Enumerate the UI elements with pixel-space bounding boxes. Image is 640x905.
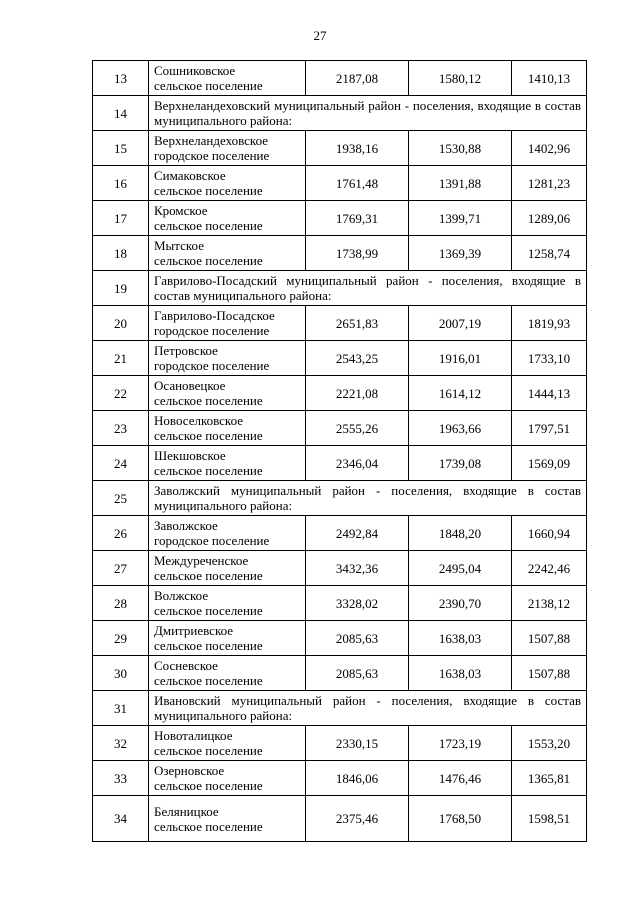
value-3: 1660,94: [512, 516, 587, 551]
settlement-type-line2: сельское поселение: [154, 673, 263, 688]
value-2: 1399,71: [409, 201, 512, 236]
row-number: 23: [93, 411, 149, 446]
value-3: 2242,46: [512, 551, 587, 586]
row-number: 26: [93, 516, 149, 551]
value-2: 2495,04: [409, 551, 512, 586]
value-1: 2187,08: [306, 61, 409, 96]
table-row: [93, 236, 587, 271]
value-3: 1365,81: [512, 761, 587, 796]
district-title: Заволжский муниципальный район - поселения, входящие в состав муниципального района:: [149, 481, 587, 516]
value-1: 2085,63: [306, 621, 409, 656]
settlement-name-line1: Осановецкое: [154, 378, 226, 393]
settlement-name: [149, 796, 306, 842]
row-number: 19: [93, 271, 149, 306]
table-row: [93, 411, 587, 446]
value-3: 1598,51: [512, 796, 587, 842]
settlement-name-line1: Мытское: [154, 238, 204, 253]
settlement-type-line2: сельское поселение: [154, 253, 263, 268]
page-number: 27: [313, 28, 327, 43]
settlement-name-line1: Заволжское: [154, 518, 218, 533]
value-2: 2007,19: [409, 306, 512, 341]
value-1: 2375,46: [306, 796, 409, 842]
value-1: 3432,36: [306, 551, 409, 586]
row-number: 17: [93, 201, 149, 236]
row-number: 31: [93, 691, 149, 726]
table-row: [93, 341, 587, 376]
settlement-name: [149, 131, 306, 166]
value-3: 1507,88: [512, 656, 587, 691]
value-3: 1733,10: [512, 341, 587, 376]
value-3: 1797,51: [512, 411, 587, 446]
value-1: 2543,25: [306, 341, 409, 376]
district-title: Гаврилово-Посадский муниципальный район - поселения, входящие в состав муниципального района:: [149, 271, 587, 306]
settlement-name: [149, 446, 306, 481]
settlement-name-line1: Волжское: [154, 588, 209, 603]
settlement-name-line1: Сошниковское: [154, 63, 236, 78]
settlement-type-line2: сельское поселение: [154, 183, 263, 198]
table-row: [93, 656, 587, 691]
value-2: 1848,20: [409, 516, 512, 551]
district-title: Верхнеландеховский муниципальный район - поселения, входящие в состав муниципального района:: [149, 96, 587, 131]
row-number: 30: [93, 656, 149, 691]
table-row: [93, 761, 587, 796]
table-body: [93, 61, 587, 842]
value-3: 1258,74: [512, 236, 587, 271]
row-number: 34: [93, 796, 149, 842]
district-title: Ивановский муниципальный район - поселения, входящие в состав муниципального района:: [149, 691, 587, 726]
district-header-row: [93, 691, 587, 726]
value-3: 1507,88: [512, 621, 587, 656]
settlement-type-line2: сельское поселение: [154, 818, 263, 834]
settlement-type-line2: сельское поселение: [154, 603, 263, 618]
value-3: 1402,96: [512, 131, 587, 166]
settlement-type-line2: сельское поселение: [154, 428, 263, 443]
settlement-name: [149, 341, 306, 376]
row-number: 29: [93, 621, 149, 656]
value-2: 1530,88: [409, 131, 512, 166]
row-number: 27: [93, 551, 149, 586]
settlement-name-line1: Петровское: [154, 343, 218, 358]
settlement-name-line1: Кромское: [154, 203, 208, 218]
value-3: 1289,06: [512, 201, 587, 236]
value-2: 1768,50: [409, 796, 512, 842]
value-1: 2330,15: [306, 726, 409, 761]
value-2: 1723,19: [409, 726, 512, 761]
row-number: 22: [93, 376, 149, 411]
row-number: 14: [93, 96, 149, 131]
table-row: [93, 621, 587, 656]
settlement-type-line2: городское поселение: [154, 533, 270, 548]
settlement-name-line1: Сосневское: [154, 658, 218, 673]
settlement-type-line2: городское поселение: [154, 323, 270, 338]
settlements-table: [92, 60, 587, 842]
value-3: 1410,13: [512, 61, 587, 96]
value-1: 2651,83: [306, 306, 409, 341]
value-2: 2390,70: [409, 586, 512, 621]
value-2: 1580,12: [409, 61, 512, 96]
settlement-type-line2: сельское поселение: [154, 638, 263, 653]
value-1: 1761,48: [306, 166, 409, 201]
table-row: [93, 516, 587, 551]
table-row: [93, 376, 587, 411]
settlement-name-line1: Озерновское: [154, 763, 225, 778]
settlement-type-line2: сельское поселение: [154, 78, 263, 93]
table-row: [93, 446, 587, 481]
value-1: 2346,04: [306, 446, 409, 481]
table-row: [93, 306, 587, 341]
table-row: [93, 586, 587, 621]
value-2: 1369,39: [409, 236, 512, 271]
settlement-name: [149, 166, 306, 201]
table-row: [93, 796, 587, 842]
value-2: 1476,46: [409, 761, 512, 796]
settlement-name-line1: Гаврилово-Посадское: [154, 308, 275, 323]
settlement-type-line2: городское поселение: [154, 148, 270, 163]
value-2: 1963,66: [409, 411, 512, 446]
settlement-name-line1: Беляницкое: [154, 803, 219, 819]
settlement-name: [149, 656, 306, 691]
value-2: 1391,88: [409, 166, 512, 201]
value-2: 1614,12: [409, 376, 512, 411]
value-3: 2138,12: [512, 586, 587, 621]
district-header-row: [93, 481, 587, 516]
value-1: 2492,84: [306, 516, 409, 551]
row-number: 33: [93, 761, 149, 796]
settlement-name-line1: Шекшовское: [154, 448, 226, 463]
settlement-name: [149, 376, 306, 411]
row-number: 32: [93, 726, 149, 761]
settlement-name-line1: Новоселковское: [154, 413, 244, 428]
settlement-name: [149, 236, 306, 271]
value-3: 1281,23: [512, 166, 587, 201]
settlement-type-line2: сельское поселение: [154, 393, 263, 408]
value-1: 1769,31: [306, 201, 409, 236]
value-2: 1638,03: [409, 621, 512, 656]
row-number: 20: [93, 306, 149, 341]
value-3: 1819,93: [512, 306, 587, 341]
table-row: [93, 551, 587, 586]
value-3: 1444,13: [512, 376, 587, 411]
table-row: [93, 166, 587, 201]
district-header-row: [93, 96, 587, 131]
table-row: [93, 726, 587, 761]
settlement-name-line1: Верхнеландеховское: [154, 133, 269, 148]
value-1: 3328,02: [306, 586, 409, 621]
value-1: 2221,08: [306, 376, 409, 411]
value-2: 1739,08: [409, 446, 512, 481]
settlement-name: [149, 201, 306, 236]
row-number: 25: [93, 481, 149, 516]
row-number: 28: [93, 586, 149, 621]
value-3: 1553,20: [512, 726, 587, 761]
value-1: 1846,06: [306, 761, 409, 796]
row-number: 13: [93, 61, 149, 96]
settlement-name: [149, 411, 306, 446]
value-2: 1638,03: [409, 656, 512, 691]
value-1: 1738,99: [306, 236, 409, 271]
row-number: 18: [93, 236, 149, 271]
settlement-name: [149, 761, 306, 796]
value-3: 1569,09: [512, 446, 587, 481]
settlement-type-line2: сельское поселение: [154, 568, 263, 583]
settlement-name: [149, 306, 306, 341]
row-number: 24: [93, 446, 149, 481]
settlement-name-line1: Новоталицкое: [154, 728, 233, 743]
settlement-type-line2: городское поселение: [154, 358, 270, 373]
row-number: 21: [93, 341, 149, 376]
value-1: 1938,16: [306, 131, 409, 166]
row-number: 15: [93, 131, 149, 166]
row-number: 16: [93, 166, 149, 201]
settlement-type-line2: сельское поселение: [154, 463, 263, 478]
settlement-name-line1: Симаковское: [154, 168, 226, 183]
table-row: [93, 61, 587, 96]
settlement-name: [149, 586, 306, 621]
settlement-name: [149, 516, 306, 551]
settlement-name-line1: Междуреченское: [154, 553, 249, 568]
table-row: [93, 201, 587, 236]
value-1: 2555,26: [306, 411, 409, 446]
value-1: 2085,63: [306, 656, 409, 691]
settlement-type-line2: сельское поселение: [154, 218, 263, 233]
district-header-row: [93, 271, 587, 306]
settlement-name: [149, 621, 306, 656]
settlement-name: [149, 726, 306, 761]
settlement-name-line1: Дмитриевское: [154, 623, 234, 638]
settlement-name: [149, 61, 306, 96]
table-row: [93, 131, 587, 166]
settlement-type-line2: сельское поселение: [154, 778, 263, 793]
settlement-type-line2: сельское поселение: [154, 743, 263, 758]
settlement-name: [149, 551, 306, 586]
value-2: 1916,01: [409, 341, 512, 376]
